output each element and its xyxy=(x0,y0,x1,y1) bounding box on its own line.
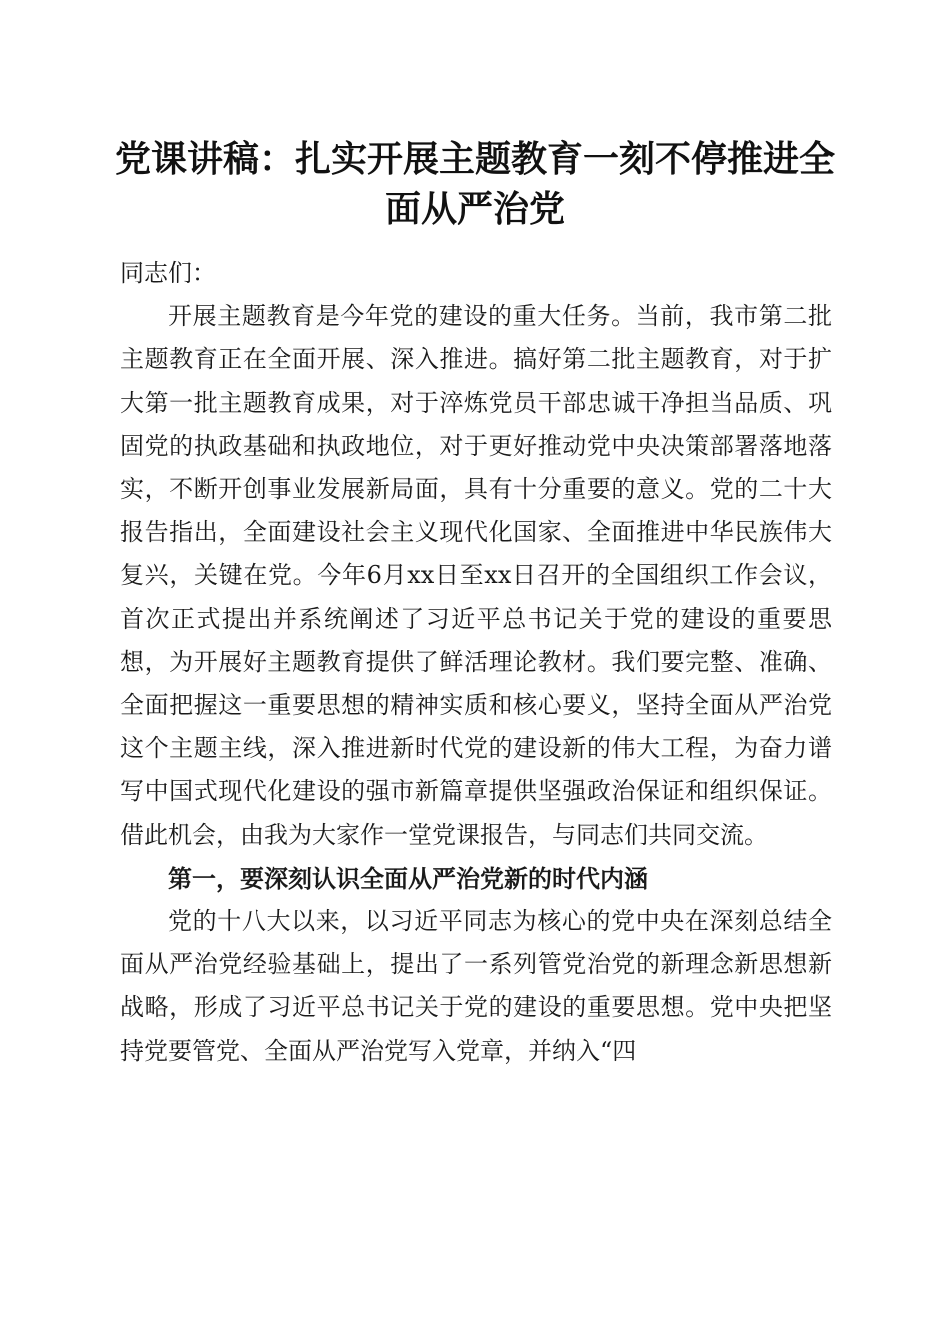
salutation: 同志们： xyxy=(120,259,216,287)
body-paragraph: 党的十八大以来，以习近平同志为核心的党中央在深刻总结全面从严治党经验基础上，提出了一系列管党治党的新理念新思想新战略，形成了习近平总书记关于党的建设的重要思想。党中央把坚持党要管党、全面从严治党写入党章，并纳入“四 xyxy=(120,907,832,1065)
body-paragraph: 开展主题教育是今年党的建设的重大任务。当前，我市第二批主题教育正在全面开展、深入推进。搞好第二批主题教育，对于扩大第一批主题教育成果，对于淬炼党员干部忠诚干净担当品质、巩固党的执政基础和执政地位，对于更好推动党中央决策部署落地落实，不断开创事业发展新局面，具有十分重要的意义。党的二十大报告指出，全面建设社会主义现代化国家、全面推进中华民族伟大复兴，关键在党。今年6月xx日至xx日召开的全国组织工作会议，首次正式提出并系统阐述了习近平总书记关于党的建设的重要思想，为开展好主题教育提供了鲜活理论教材。我们要完整、准确、全面把握这一重要思想的精神实质和核心要义，坚持全面从严治党这个主题主线，深入推进新时代党的建设新的伟大工程，为奋力谱写中国式现代化建设的强市新篇章提供坚强政治保证和组织保证。借此机会，由我为大家作一堂党课报告，与同志们共同交流。 xyxy=(120,302,832,849)
document-title: 党课讲稿：扎实开展主题教育一刻不停推进全面从严治党 xyxy=(114,138,835,230)
section-heading: 第一，要深刻认识全面从严治党新的时代内涵 xyxy=(168,863,648,893)
document-body xyxy=(120,252,832,1073)
